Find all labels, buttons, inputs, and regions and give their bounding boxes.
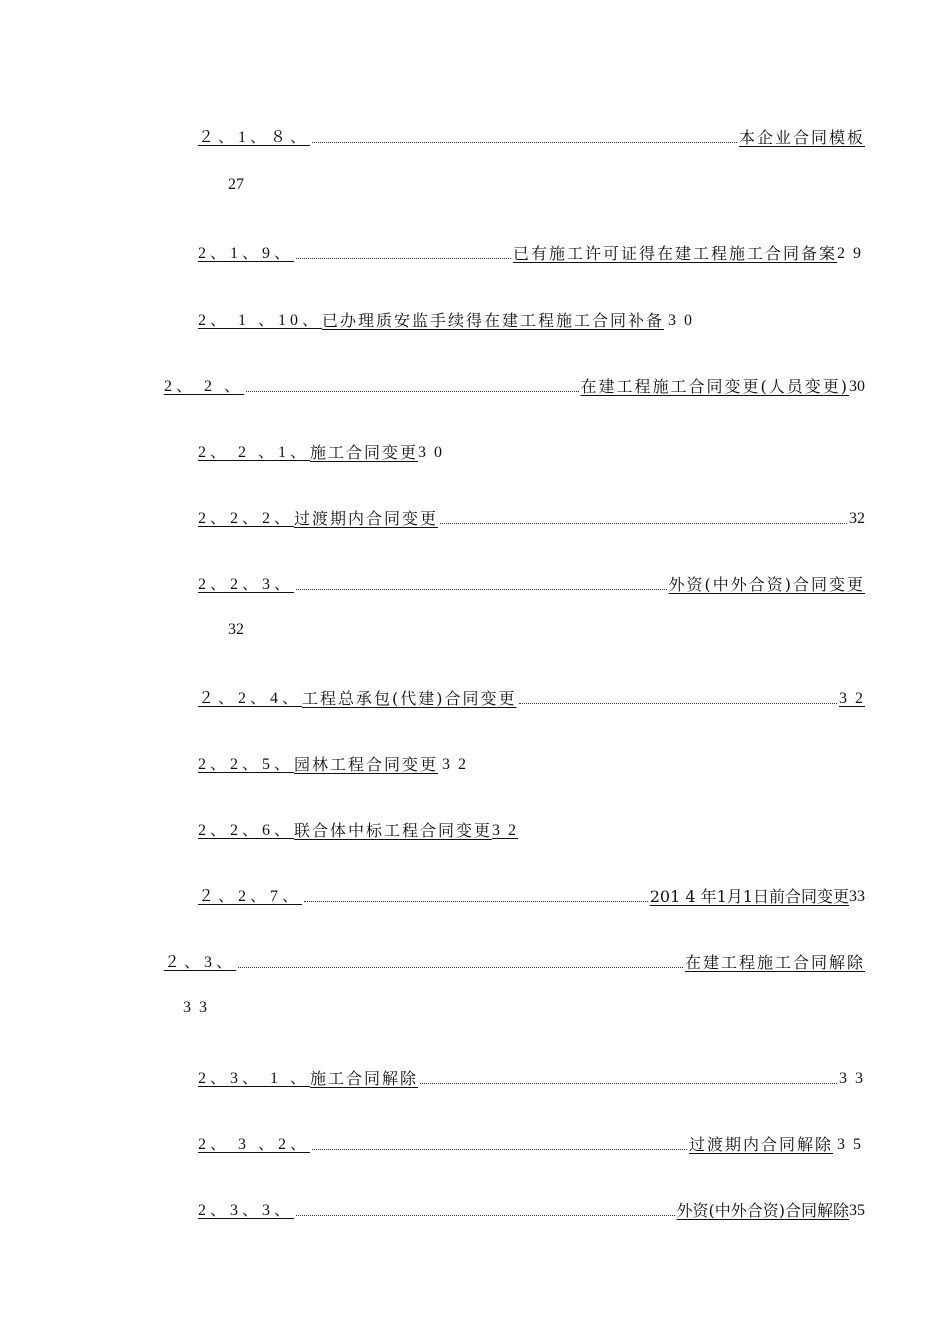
toc-entry-2-2-4[interactable] (198, 685, 865, 709)
toc-entry-2-2-2[interactable] (198, 505, 865, 529)
toc-entry-2-2-5[interactable] (198, 751, 468, 775)
toc-entry-number: 2、 1 、10、 (198, 312, 323, 329)
toc-entry-page: 33 (849, 888, 865, 905)
toc-entry-number: ２、2、7、 (198, 888, 303, 905)
toc-entry-number: ２、1、８、 (198, 129, 311, 146)
toc-entry-title: 工程总承包(代建)合同变更 (302, 689, 517, 708)
toc-leader-dots (296, 588, 666, 590)
toc-entry-title: 园林工程合同变更 (294, 755, 439, 774)
toc-entry-2-2[interactable] (164, 373, 865, 397)
toc-entry-page: 3 0 (668, 312, 695, 329)
toc-leader-dots (420, 1082, 837, 1084)
toc-leader-dots (296, 257, 511, 259)
toc-entry-title: 已办理质安监手续得在建工程施工合同补备 (322, 311, 665, 330)
toc-entry-page: 30 (849, 378, 865, 395)
toc-entry-page: 35 (849, 1202, 865, 1219)
toc-entry-title: 在建工程施工合同变更(人员变更) (580, 377, 849, 396)
toc-entry-number: 2、1、9、 (198, 245, 295, 262)
toc-entry-number: 2、2、3、 (198, 576, 295, 593)
toc-entry-page: 27 (228, 176, 244, 193)
toc-entry-page: 2 9 (837, 245, 863, 262)
toc-entry-title: 过渡期内合同解除 (688, 1135, 833, 1154)
toc-entry-2-3[interactable] (164, 949, 865, 973)
toc-entry-page: 3 3 (183, 999, 209, 1016)
toc-entry-number: 2、2、6、 (198, 822, 295, 839)
toc-entry-title: 外资(中外合资)合同解除 (676, 1201, 849, 1220)
toc-entry-page: 32 (849, 510, 865, 527)
toc-entry-page: 32 (228, 621, 244, 638)
toc-leader-dots (312, 141, 737, 143)
toc-entry-number: 2、 2 、1、 (198, 444, 311, 461)
toc-entry-2-2-6[interactable] (198, 817, 518, 841)
toc-leader-dots (440, 522, 847, 524)
toc-entry-number: ２、2、4、 (198, 690, 303, 707)
toc-entry-2-3-1[interactable] (198, 1065, 865, 1089)
toc-entry-2-1-10[interactable] (198, 307, 694, 331)
toc-entry-2-3-3[interactable] (198, 1197, 865, 1221)
toc-entry-title: 201 4 年1月1日前合同变更 (649, 887, 849, 906)
toc-entry-2-1-9[interactable] (198, 240, 863, 264)
toc-entry-page: 3 0 (418, 444, 445, 461)
toc-entry-number: 2、2、2、 (198, 510, 295, 527)
toc-entry-2-3-2[interactable] (198, 1131, 863, 1155)
toc-leader-dots (246, 390, 578, 392)
toc-entry-title: 施工合同变更 (310, 443, 419, 462)
toc-entry-2-2-1[interactable] (198, 439, 444, 463)
toc-entry-title: 过渡期内合同变更 (294, 509, 439, 528)
toc-entry-2-2-3[interactable] (198, 571, 865, 595)
toc-leader-dots (312, 1148, 687, 1150)
toc-entry-page: 3 2 (839, 690, 865, 707)
toc-entry-title: 已有施工许可证得在建工程施工合同备案 (512, 244, 837, 263)
toc-entry-page: 3 5 (837, 1136, 863, 1153)
toc-entry-title: 施工合同解除 (310, 1069, 419, 1088)
toc-leader-dots (238, 966, 683, 968)
toc-entry-page: 3 2 (492, 822, 519, 839)
toc-entry-2-2-7[interactable] (198, 883, 865, 907)
toc-entry-title: 在建工程施工合同解除 (684, 953, 865, 972)
toc-entry-number: 2、2、5、 (198, 756, 295, 773)
toc-entry-title: 外资(中外合资)合同变更 (668, 575, 865, 594)
toc-entry-page: 3 3 (839, 1070, 865, 1087)
toc-entry-number: 2、3、3、 (198, 1202, 295, 1219)
toc-entry-2-1-8[interactable] (198, 124, 865, 148)
toc-leader-dots (519, 702, 837, 704)
toc-entry-page: 3 2 (442, 756, 469, 773)
toc-entry-title: 本企业合同模板 (738, 128, 865, 147)
toc-leader-dots (304, 900, 648, 902)
toc-entry-number: 2、 3 、2、 (198, 1136, 311, 1153)
toc-entry-number: ２、3、 (164, 954, 237, 971)
toc-entry-number: 2、 2 、 (164, 378, 245, 395)
toc-entry-number: 2、3、 1 、 (198, 1070, 311, 1087)
toc-leader-dots (296, 1214, 674, 1216)
toc-entry-title: 联合体中标工程合同变更 (294, 821, 493, 840)
